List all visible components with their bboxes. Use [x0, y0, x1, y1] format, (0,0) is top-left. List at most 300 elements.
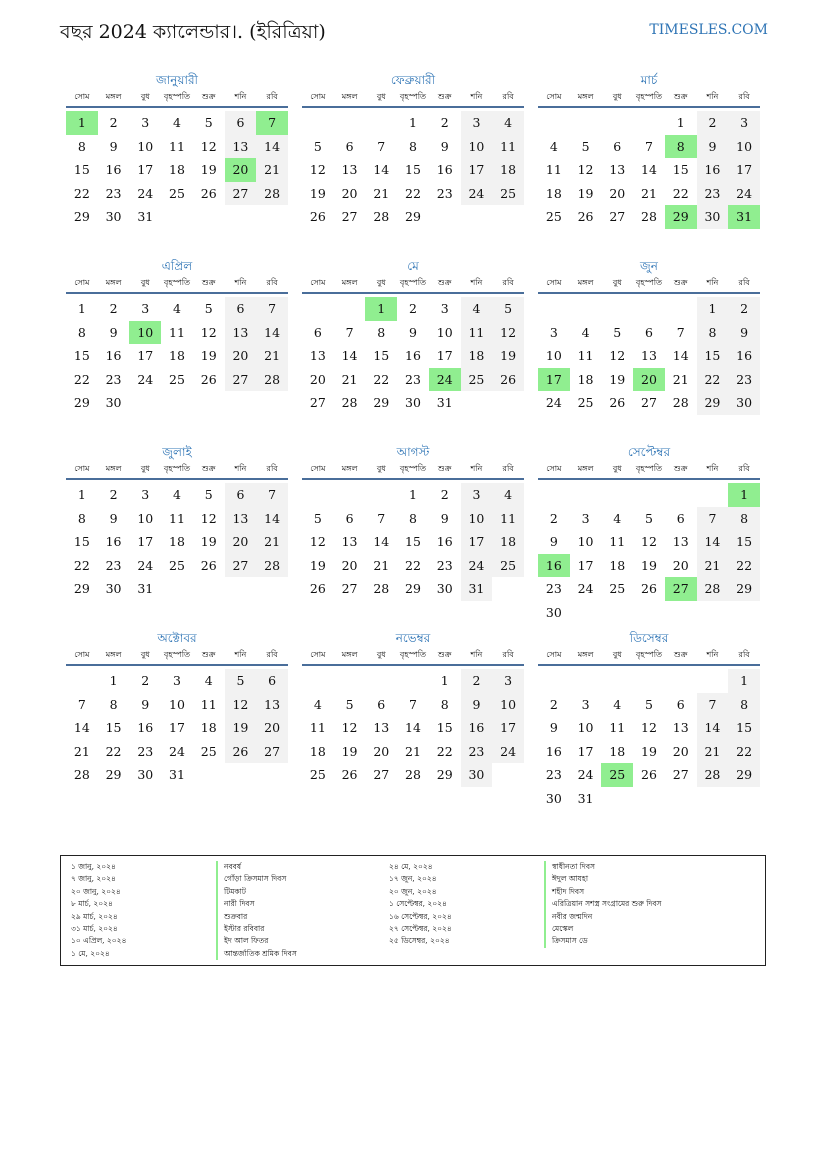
day-cell: 25 — [577, 395, 594, 410]
day-cell: 3 — [461, 111, 493, 135]
day-cell: 7 — [697, 693, 729, 717]
day-cell: 29 — [436, 767, 453, 782]
holiday-dates-right — [389, 861, 539, 948]
day-cell: 30 — [436, 581, 453, 596]
day-cell: 22 — [697, 368, 729, 392]
day-cell: 21 — [373, 557, 390, 573]
month-block — [66, 256, 288, 434]
day-cell: 9 — [109, 138, 118, 154]
day-cell: 1 — [440, 673, 449, 688]
day-cell: 1 — [728, 669, 760, 693]
day-cell: 18 — [492, 158, 524, 182]
day-cell: 28 — [373, 581, 390, 596]
weekday-label: শনি — [706, 650, 719, 659]
weekday-label: শনি — [234, 92, 247, 101]
day-cell: 4 — [173, 301, 181, 316]
day-cell: 8 — [109, 696, 118, 712]
day-cell: 2 — [549, 696, 558, 712]
weekday-label: বৃহস্পতি — [163, 92, 191, 101]
day-cell: 5 — [613, 324, 622, 340]
day-cell: 29 — [405, 209, 421, 224]
day-cell: 17 — [577, 743, 594, 759]
day-cell: 1 — [409, 115, 417, 130]
weekday-label: রবি — [502, 278, 514, 287]
day-cell: 6 — [645, 324, 653, 340]
day-cell: 19 — [641, 557, 657, 573]
weekday-label: শুক্র — [201, 278, 216, 287]
day-cell: 23 — [105, 557, 122, 573]
day-cell: 16 — [436, 162, 453, 177]
day-cell: 18 — [200, 720, 217, 735]
day-cell: 21 — [256, 344, 288, 368]
day-cell: 2 — [549, 510, 558, 526]
weekday-label: শনি — [470, 278, 483, 287]
holiday-name: ক্রিসমাস ডে — [544, 935, 762, 947]
day-cell: 29 — [73, 581, 90, 596]
day-cell: 14 — [641, 162, 657, 177]
day-cell: 31 — [436, 395, 453, 410]
day-cell: 24 — [728, 182, 760, 206]
day-cell: 25 — [309, 767, 326, 782]
day-cell: 10 — [461, 135, 493, 159]
day-cell: 27 — [641, 395, 657, 410]
day-grid — [302, 483, 524, 601]
weekday-header — [66, 648, 288, 666]
day-cell: 12 — [492, 321, 524, 345]
day-cell: 5 — [645, 696, 653, 712]
day-cell: 11 — [461, 321, 493, 345]
weekday-label: রবি — [266, 92, 278, 101]
day-cell: 2 — [141, 673, 150, 688]
day-cell: 22 — [436, 743, 453, 759]
day-cell: 8 — [77, 138, 86, 154]
month-block — [538, 70, 760, 248]
day-cell: 29 — [665, 205, 697, 229]
day-cell: 22 — [728, 554, 760, 578]
holiday-date: ২৯ মার্চ, ২০২৪ — [71, 911, 118, 921]
day-cell: 20 — [633, 368, 665, 392]
day-cell: 17 — [728, 158, 760, 182]
day-cell: 26 — [641, 767, 657, 782]
day-cell: 24 — [545, 395, 562, 410]
weekday-label: সোম — [310, 278, 326, 287]
day-cell: 25 — [601, 763, 633, 787]
day-cell: 15 — [373, 348, 390, 363]
day-cell: 23 — [105, 371, 122, 387]
month-name: ফেব্রুয়ারী — [390, 73, 436, 87]
day-cell: 22 — [672, 185, 689, 201]
day-cell: 18 — [545, 185, 562, 201]
day-cell: 30 — [105, 581, 122, 596]
day-cell: 20 — [341, 557, 358, 573]
day-cell: 10 — [137, 138, 154, 154]
holiday-date: ৮ মার্চ, ২০২৪ — [71, 899, 113, 909]
day-cell: 28 — [73, 767, 90, 782]
day-cell: 7 — [77, 696, 86, 712]
day-cell: 14 — [405, 720, 421, 735]
holiday-date: ২০ জানু, ২০২৪ — [71, 886, 121, 896]
weekday-label: রবি — [502, 464, 514, 473]
day-cell: 19 — [341, 743, 358, 759]
day-cell: 6 — [313, 324, 322, 340]
day-cell: 24 — [169, 743, 185, 759]
holiday-name: স্বাধীনতা দিবস — [544, 861, 762, 873]
day-cell: 5 — [313, 510, 322, 526]
holiday-date: ২৪ মে, ২০২৪ — [389, 862, 433, 871]
holiday-names-left — [216, 861, 386, 960]
day-cell: 3 — [728, 111, 760, 135]
day-cell: 13 — [225, 321, 257, 345]
holiday-date: ১ জানু, ২০২৪ — [71, 862, 116, 871]
day-cell: 15 — [73, 162, 90, 177]
day-cell: 20 — [225, 530, 257, 554]
day-cell: 20 — [225, 344, 257, 368]
day-cell: 31 — [461, 577, 493, 601]
weekday-label: মঙ্গল — [577, 92, 594, 101]
day-cell: 23 — [436, 557, 453, 573]
holiday-name: মেস্কেল — [544, 923, 762, 935]
day-cell: 28 — [697, 763, 729, 787]
day-cell: 4 — [173, 487, 181, 502]
day-cell: 5 — [645, 510, 653, 526]
day-cell: 25 — [545, 209, 562, 224]
day-cell: 6 — [256, 669, 288, 693]
weekday-label: শুক্র — [673, 650, 688, 659]
day-cell: 13 — [341, 162, 358, 177]
day-cell: 24 — [137, 185, 154, 201]
day-cell: 3 — [141, 115, 150, 130]
weekday-header — [66, 90, 288, 108]
day-cell: 3 — [492, 669, 524, 693]
day-cell: 28 — [672, 395, 689, 410]
day-cell: 22 — [105, 743, 122, 759]
month-block — [66, 442, 288, 620]
weekday-label: বুধ — [612, 92, 622, 101]
weekday-label: বুধ — [612, 278, 622, 287]
day-cell: 31 — [137, 209, 154, 224]
weekday-label: রবি — [738, 650, 750, 659]
weekday-label: সোম — [310, 464, 326, 473]
day-cell: 18 — [461, 344, 493, 368]
day-cell: 4 — [173, 115, 181, 130]
day-cell: 17 — [577, 557, 594, 573]
weekday-header — [302, 276, 524, 294]
day-cell: 3 — [141, 487, 150, 502]
weekday-header — [66, 462, 288, 480]
day-cell: 13 — [672, 720, 689, 735]
day-cell: 27 — [225, 368, 257, 392]
weekday-label: বৃহস্পতি — [635, 92, 663, 101]
weekday-label: মঙ্গল — [105, 92, 122, 101]
day-cell: 5 — [204, 487, 213, 502]
day-cell: 4 — [461, 297, 493, 321]
day-cell: 9 — [141, 696, 150, 712]
day-cell: 14 — [672, 348, 689, 363]
day-cell: 24 — [577, 581, 594, 596]
day-cell: 8 — [728, 693, 760, 717]
month-block — [302, 628, 524, 806]
weekday-label: বুধ — [376, 650, 386, 659]
holiday-name: নববর্ষ — [216, 861, 386, 873]
day-cell: 6 — [377, 696, 386, 712]
day-cell: 31 — [169, 767, 185, 782]
day-cell: 26 — [200, 557, 217, 573]
holiday-date: ৩১ মার্চ, ২০২৪ — [71, 923, 118, 933]
day-cell: 22 — [73, 185, 90, 201]
day-cell: 26 — [309, 581, 326, 596]
day-cell: 15 — [728, 530, 760, 554]
day-cell: 6 — [345, 510, 354, 526]
day-grid — [302, 111, 524, 229]
day-cell: 27 — [672, 767, 689, 782]
weekday-label: বুধ — [376, 92, 386, 101]
day-cell: 13 — [609, 162, 626, 177]
day-cell: 26 — [609, 395, 626, 410]
day-cell: 12 — [641, 534, 657, 549]
weekday-label: বৃহস্পতি — [399, 92, 427, 101]
day-cell: 22 — [405, 557, 421, 573]
weekday-label: বুধ — [140, 464, 150, 473]
weekday-label: বৃহস্পতি — [163, 650, 191, 659]
month-name: জুন — [640, 259, 658, 273]
day-cell: 25 — [492, 182, 524, 206]
weekday-header — [538, 90, 760, 108]
day-cell: 8 — [440, 696, 449, 712]
weekday-label: শুক্র — [437, 92, 452, 101]
day-cell: 7 — [645, 138, 653, 154]
day-grid — [66, 111, 288, 229]
site-link[interactable]: TIMESLES.COM — [649, 22, 768, 38]
day-cell: 7 — [256, 297, 288, 321]
day-cell: 19 — [200, 534, 217, 549]
day-cell: 5 — [204, 301, 213, 316]
day-cell: 7 — [377, 510, 386, 526]
holiday-name: ইস্টার রবিবার — [216, 923, 386, 935]
day-cell: 19 — [225, 716, 257, 740]
day-grid — [302, 297, 524, 415]
day-cell: 6 — [225, 111, 257, 135]
day-cell: 26 — [200, 371, 217, 387]
weekday-label: শুক্র — [673, 464, 688, 473]
weekday-label: সোম — [74, 92, 90, 101]
day-cell: 30 — [105, 395, 122, 410]
day-cell: 24 — [492, 740, 524, 764]
day-cell: 19 — [200, 348, 217, 363]
day-cell: 1 — [66, 111, 98, 135]
day-cell: 30 — [545, 604, 562, 620]
day-cell: 27 — [225, 182, 257, 206]
weekday-label: বৃহস্পতি — [635, 650, 663, 659]
day-cell: 17 — [461, 530, 493, 554]
day-cell: 15 — [73, 534, 90, 549]
day-cell: 15 — [405, 534, 421, 549]
day-cell: 8 — [409, 138, 417, 154]
day-cell: 5 — [204, 115, 213, 130]
holiday-date: ১০ এপ্রিল, ২০২৪ — [71, 936, 127, 946]
day-cell: 1 — [409, 487, 417, 502]
weekday-label: শুক্র — [673, 278, 688, 287]
day-cell: 14 — [256, 135, 288, 159]
weekday-header — [66, 276, 288, 294]
day-cell: 2 — [461, 669, 493, 693]
day-cell: 29 — [73, 209, 90, 224]
weekday-label: শনি — [234, 278, 247, 287]
day-grid — [66, 483, 288, 601]
day-cell: 15 — [697, 344, 729, 368]
day-cell: 27 — [373, 767, 390, 782]
day-cell: 6 — [225, 297, 257, 321]
weekday-label: মঙ্গল — [341, 464, 358, 473]
day-cell: 9 — [109, 324, 118, 340]
day-cell: 19 — [309, 185, 326, 201]
day-cell: 3 — [440, 301, 449, 316]
weekday-label: সোম — [310, 92, 326, 101]
day-cell: 11 — [309, 720, 326, 735]
day-cell: 15 — [672, 162, 689, 177]
day-cell: 9 — [549, 720, 558, 735]
day-cell: 4 — [613, 510, 622, 526]
day-cell: 21 — [697, 740, 729, 764]
day-cell: 13 — [373, 720, 390, 735]
day-cell: 20 — [341, 185, 358, 201]
day-cell: 29 — [728, 577, 760, 601]
day-cell: 24 — [137, 557, 154, 573]
day-cell: 7 — [256, 483, 288, 507]
day-cell: 2 — [109, 487, 118, 502]
day-cell: 23 — [137, 743, 154, 759]
weekday-label: মঙ্গল — [105, 650, 122, 659]
weekday-label: রবি — [266, 278, 278, 287]
day-cell: 12 — [577, 162, 594, 177]
day-cell: 30 — [728, 391, 760, 415]
day-cell: 12 — [200, 138, 217, 154]
holiday-name: টিমকাট — [216, 886, 386, 898]
day-cell: 8 — [697, 321, 729, 345]
weekday-label: মঙ্গল — [341, 92, 358, 101]
weekday-label: মঙ্গল — [105, 278, 122, 287]
weekday-label: শুক্র — [437, 464, 452, 473]
weekday-label: শনি — [470, 92, 483, 101]
day-cell: 17 — [492, 716, 524, 740]
day-cell: 14 — [373, 162, 390, 177]
day-cell: 8 — [77, 324, 86, 340]
day-cell: 24 — [577, 767, 594, 782]
day-cell: 14 — [256, 507, 288, 531]
day-cell: 17 — [137, 534, 154, 549]
day-cell: 10 — [169, 696, 185, 712]
weekday-label: সোম — [74, 464, 90, 473]
weekday-header — [538, 648, 760, 666]
day-cell: 3 — [581, 696, 590, 712]
day-cell: 31 — [137, 581, 154, 596]
day-cell: 14 — [73, 720, 90, 735]
day-cell: 23 — [436, 185, 453, 201]
day-grid — [538, 297, 760, 415]
day-cell: 13 — [341, 534, 358, 549]
day-cell: 9 — [461, 693, 493, 717]
day-cell: 2 — [109, 115, 118, 130]
day-cell: 29 — [405, 581, 421, 596]
day-cell: 5 — [581, 138, 590, 154]
day-cell: 8 — [409, 510, 417, 526]
holiday-date: ৭ জানু, ২০২৪ — [71, 874, 116, 884]
weekday-label: বৃহস্পতি — [399, 650, 427, 659]
day-cell: 22 — [73, 371, 90, 387]
weekday-label: সোম — [546, 650, 562, 659]
day-cell: 22 — [373, 371, 390, 387]
day-cell: 18 — [169, 348, 185, 363]
day-cell: 28 — [256, 554, 288, 578]
day-cell: 12 — [200, 324, 217, 340]
weekday-label: মঙ্গল — [341, 278, 358, 287]
day-cell: 9 — [549, 534, 558, 549]
day-cell: 25 — [492, 554, 524, 578]
day-cell: 18 — [492, 530, 524, 554]
day-cell: 29 — [728, 763, 760, 787]
day-cell: 13 — [225, 135, 257, 159]
day-cell: 3 — [549, 324, 558, 340]
day-cell: 20 — [256, 716, 288, 740]
day-cell: 26 — [492, 368, 524, 392]
day-cell: 1 — [728, 483, 760, 507]
weekday-label: রবি — [738, 92, 750, 101]
day-cell: 21 — [697, 554, 729, 578]
day-cell: 10 — [461, 507, 493, 531]
month-name: এপ্রিল — [161, 259, 193, 273]
day-cell: 30 — [461, 763, 493, 787]
day-cell: 11 — [492, 507, 524, 531]
day-cell: 21 — [373, 185, 390, 201]
day-cell: 23 — [405, 371, 421, 387]
day-cell: 17 — [461, 158, 493, 182]
day-cell: 5 — [225, 669, 257, 693]
day-cell: 20 — [672, 743, 689, 759]
day-cell: 17 — [169, 720, 185, 735]
day-cell: 31 — [728, 205, 760, 229]
weekday-label: শুক্র — [201, 650, 216, 659]
day-cell: 10 — [436, 324, 453, 340]
day-cell: 24 — [137, 371, 154, 387]
day-cell: 20 — [609, 185, 626, 201]
day-cell: 1 — [77, 487, 86, 502]
day-cell: 2 — [109, 301, 118, 316]
holiday-date: ১৬ সেপ্টেম্বর, ২০২৪ — [389, 911, 452, 921]
weekday-label: মঙ্গল — [341, 650, 358, 659]
day-cell: 16 — [461, 716, 493, 740]
day-cell: 9 — [109, 510, 118, 526]
day-cell: 15 — [405, 162, 421, 177]
day-grid — [66, 669, 288, 787]
weekday-label: বৃহস্পতি — [399, 278, 427, 287]
day-cell: 13 — [641, 348, 657, 363]
day-cell: 16 — [697, 158, 729, 182]
day-cell: 3 — [461, 483, 493, 507]
day-cell: 7 — [256, 111, 288, 135]
weekday-label: বুধ — [140, 92, 150, 101]
day-cell: 27 — [341, 581, 358, 596]
month-block — [302, 70, 524, 248]
holiday-name: গোঁড়া ক্রিসমাস দিবস — [216, 873, 386, 885]
day-cell: 1 — [697, 297, 729, 321]
month-block — [538, 256, 760, 434]
weekday-label: বৃহস্পতি — [163, 278, 191, 287]
day-cell: 30 — [105, 209, 122, 224]
day-cell: 6 — [345, 138, 354, 154]
day-cell: 21 — [672, 371, 689, 387]
day-cell: 20 — [672, 557, 689, 573]
day-cell: 25 — [461, 368, 493, 392]
day-cell: 17 — [137, 162, 154, 177]
